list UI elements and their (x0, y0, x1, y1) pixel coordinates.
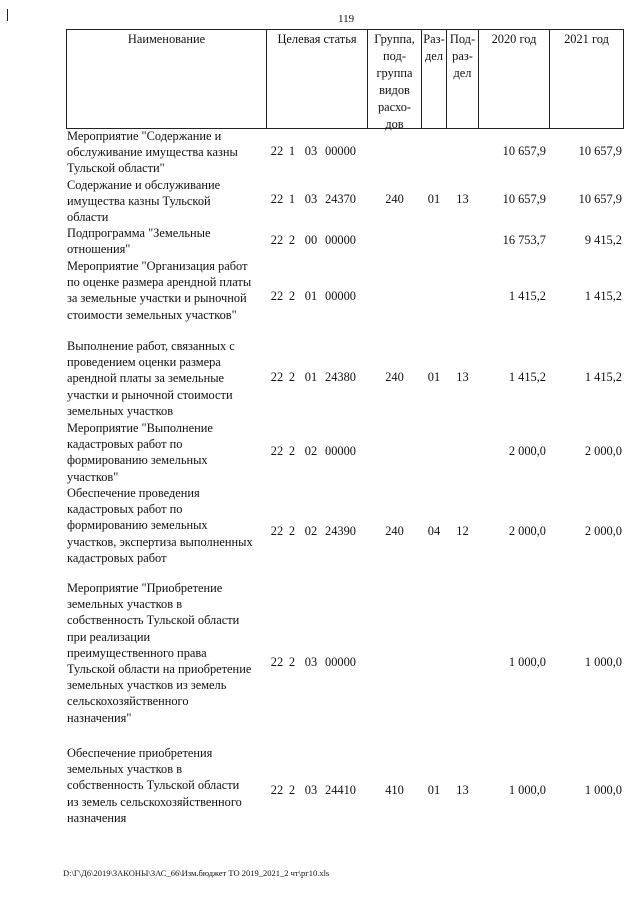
cell-y2020: 2 000,0 (508, 524, 546, 538)
margin-mark (7, 9, 8, 21)
row-name-line: Мероприятие "Выполнение (67, 421, 213, 435)
row-name-line: Тульской области на приобретение (67, 662, 252, 677)
cell-podrazdel: 13 (456, 370, 469, 384)
cell-y2021: 9 415,2 (584, 233, 622, 247)
cell-c3: 02 (304, 444, 318, 458)
row-name-line: стоимости земельных участков" (67, 307, 237, 322)
cell-y2020: 1 000,0 (508, 783, 546, 797)
cell-c2: 1 (288, 144, 296, 158)
row-name-line: преимущественного права (67, 645, 207, 660)
cell-c2: 2 (288, 524, 296, 538)
row-name-line: земельных участков в (67, 597, 183, 612)
cell-y2021: 2 000,0 (584, 444, 622, 458)
cell-c4: 24390 (325, 524, 356, 538)
cell-group: 240 (385, 192, 404, 206)
cell-c2: 2 (288, 444, 296, 458)
cell-c2: 2 (288, 783, 296, 797)
row-name-line: Обеспечение проведения (67, 486, 200, 500)
cell-c1: 22 (270, 655, 284, 669)
row-name-line: кадастровых работ по (67, 502, 183, 517)
row-name-line: участков" (67, 469, 119, 484)
cell-c2: 2 (288, 370, 296, 384)
cell-c1: 22 (270, 783, 284, 797)
row-name-line: Содержание и обслуживание (67, 178, 221, 192)
cell-c4: 24380 (325, 370, 356, 384)
cell-razdel: 01 (427, 783, 441, 797)
page-number: 119 (338, 13, 355, 25)
cell-c3: 03 (304, 655, 318, 669)
cell-c4: 00000 (325, 289, 356, 303)
cell-y2020: 10 657,9 (502, 144, 546, 158)
cell-c1: 22 (270, 444, 284, 458)
file-path-footer: D:\Г\Д6\2019\ЗАКОНЫ\ЗАС_66\Изм.бюджет ТО 2019_2021_2 чт\рг10.xls (63, 868, 330, 878)
row-name-line: области (67, 210, 109, 225)
header-podrazdel: Под- раз- дел (449, 32, 476, 80)
cell-razdel: 04 (427, 524, 441, 538)
row-name-line: собственность Тульской области (67, 613, 240, 628)
header-group: Группа, под- группа видов расхо- дов (374, 32, 415, 131)
cell-c1: 22 (270, 144, 284, 158)
cell-group: 240 (385, 370, 404, 384)
header-2021: 2021 год (564, 32, 609, 46)
cell-group: 240 (385, 524, 404, 538)
header-name: Наименование (127, 32, 206, 46)
row-name-line: имущества казны Тульской (67, 194, 211, 209)
row-name-line: арендной платы за земельные (67, 371, 225, 386)
row-name-line: из земель сельскохозяйственного (67, 794, 242, 809)
cell-c3: 01 (304, 370, 318, 384)
row-name-line: формированию земельных (67, 453, 208, 468)
cell-c4: 00000 (325, 444, 356, 458)
cell-y2021: 1 415,2 (584, 289, 622, 303)
row-name-line: проведением оценки размера (67, 355, 221, 370)
row-name-line: собственность Тульской области (67, 778, 240, 793)
cell-y2020: 16 753,7 (502, 233, 546, 247)
row-name-line: земельных участков из земель (67, 678, 227, 693)
row-name-line: Обеспечение приобретения (67, 746, 213, 760)
row-name-line: формированию земельных (67, 518, 208, 533)
row-name-line: земельных участков (67, 403, 174, 418)
row-name-line: кадастровых работ (67, 550, 167, 565)
row-name-line: сельскохозяйственного (67, 694, 189, 709)
row-name (67, 745, 267, 826)
header-2020: 2020 год (491, 32, 537, 46)
cell-y2020: 1 000,0 (508, 655, 546, 669)
cell-c3: 02 (304, 524, 318, 538)
row-name (67, 128, 267, 177)
cell-y2021: 1 000,0 (584, 655, 622, 669)
cell-group: 410 (385, 783, 404, 797)
row-name-line: Мероприятие "Организация работ (67, 259, 248, 273)
cell-c4: 00000 (325, 233, 356, 247)
cell-c1: 22 (270, 524, 284, 538)
row-name (67, 485, 267, 566)
cell-c4: 24410 (325, 783, 356, 797)
cell-c1: 22 (270, 370, 284, 384)
cell-c2: 2 (288, 655, 296, 669)
cell-y2020: 1 415,2 (508, 370, 546, 384)
row-name-line: за земельные участки и рыночной (67, 291, 247, 306)
row-name (67, 225, 267, 257)
cell-c2: 2 (288, 233, 296, 247)
row-name-line: отношения" (67, 242, 131, 257)
row-name-line: Тульской области" (67, 161, 165, 176)
cell-c3: 03 (304, 192, 318, 206)
cell-c1: 22 (270, 192, 284, 206)
cell-y2021: 10 657,9 (578, 192, 622, 206)
row-name-line: по оценке размера арендной платы (67, 275, 252, 290)
cell-y2021: 1 415,2 (584, 370, 622, 384)
row-name (67, 258, 267, 323)
cell-c4: 00000 (325, 144, 356, 158)
cell-y2020: 1 415,2 (508, 289, 546, 303)
cell-podrazdel: 13 (456, 192, 469, 206)
row-name-line: земельных участков в (67, 762, 183, 777)
row-name (67, 338, 267, 419)
row-name-line: Подпрограмма "Земельные (67, 226, 211, 240)
row-name-line: Выполнение работ, связанных с (67, 339, 235, 353)
cell-y2021: 1 000,0 (584, 783, 622, 797)
cell-y2021: 2 000,0 (584, 524, 622, 538)
row-name (67, 177, 267, 226)
row-name-line: участков, экспертиза выполненных (67, 534, 253, 549)
row-name (67, 420, 267, 485)
row-name-line: Мероприятие "Приобретение (67, 581, 223, 595)
cell-c3: 00 (304, 233, 318, 247)
cell-razdel: 01 (427, 192, 441, 206)
header-target: Целевая статья (277, 32, 357, 46)
cell-y2020: 10 657,9 (502, 192, 546, 206)
cell-y2020: 2 000,0 (508, 444, 546, 458)
cell-y2021: 10 657,9 (578, 144, 622, 158)
row-name-line: назначения" (67, 710, 132, 725)
row-name-line: обслуживание имущества казны (67, 145, 238, 160)
cell-podrazdel: 13 (456, 783, 469, 797)
row-name-line: при реализации (67, 629, 151, 644)
cell-razdel: 01 (427, 370, 441, 384)
header-razdel: Раз- дел (423, 32, 445, 63)
row-name-line: назначения (67, 810, 127, 825)
cell-c3: 03 (304, 783, 318, 797)
cell-c4: 00000 (325, 655, 356, 669)
cell-c2: 1 (288, 192, 296, 206)
cell-c1: 22 (270, 289, 284, 303)
cell-c3: 03 (304, 144, 318, 158)
row-name-line: кадастровых работ по (67, 437, 183, 452)
cell-c2: 2 (288, 289, 296, 303)
cell-podrazdel: 12 (456, 524, 469, 538)
cell-c4: 24370 (325, 192, 356, 206)
row-name-line: Мероприятие "Содержание и (67, 129, 222, 143)
row-name (67, 580, 267, 726)
row-name-line: участки и рыночной стоимости (67, 387, 233, 402)
cell-c1: 22 (270, 233, 284, 247)
cell-c3: 01 (304, 289, 318, 303)
